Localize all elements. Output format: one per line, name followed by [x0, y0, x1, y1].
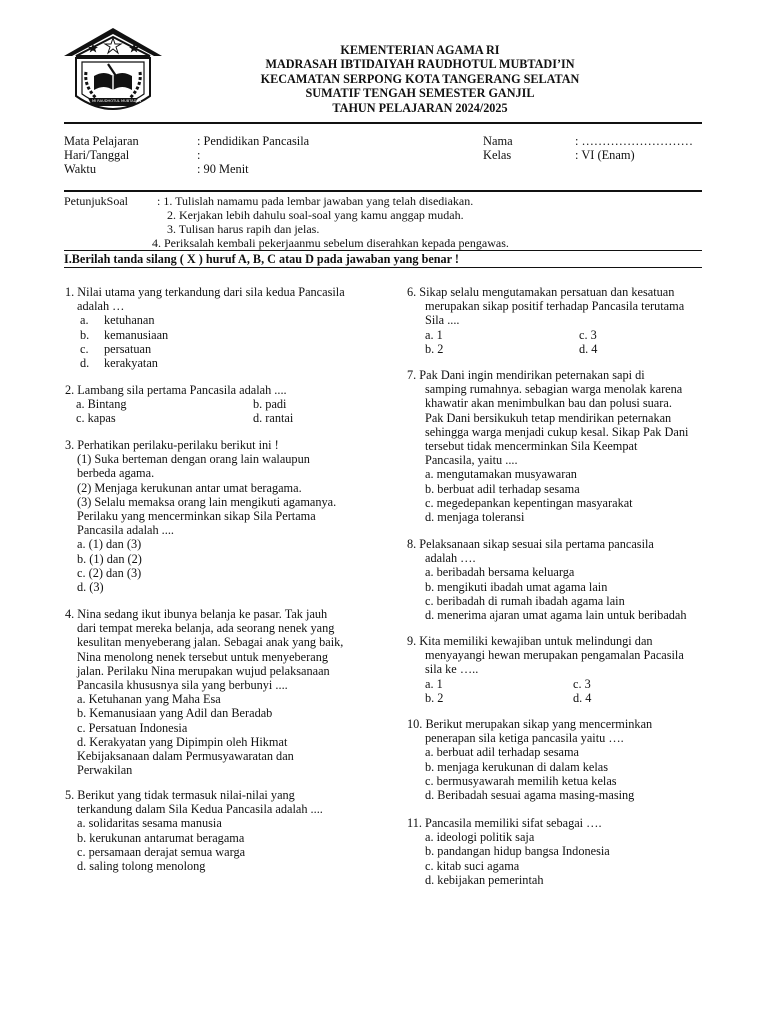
option-d-continued: Perwakilan	[77, 763, 133, 778]
option-b[interactable]: b. mengikuti ibadah umat agama lain	[425, 579, 608, 594]
option-b[interactable]: b. pandangan hidup bangsa Indonesia	[425, 844, 610, 859]
question-stem: adalah ….	[425, 551, 476, 566]
question-stem: tersebut tidak mencerminkan Sila Keempat	[425, 439, 638, 454]
question-stem: khawatir akan menimbulkan bau dan polusi suara.	[425, 396, 672, 411]
option-c[interactable]: c. megedepankan kepentingan masyarakat	[425, 495, 633, 510]
class-label: Kelas	[483, 148, 512, 162]
option-a[interactable]: a. Bintang	[76, 397, 127, 412]
question-stem: Perilaku yang mencerminkan sikap Sila Pertama	[77, 509, 316, 524]
question-stem: 3. Perhatikan perilaku-perilaku berikut ini !	[65, 438, 279, 452]
option-a[interactable]: a. ideologi politik saja	[425, 830, 535, 845]
header-line-exam: SUMATIF TENGAH SEMESTER GANJIL	[305, 86, 535, 101]
instruction-item-2: 2. Kerjakan lebih dahulu soal-soal yang kamu anggap mudah.	[167, 208, 464, 222]
option-c[interactable]: c. beribadah di rumah ibadah agama lain	[425, 593, 625, 608]
question-2	[65, 383, 385, 426]
question-stem: Pancasila khususnya sila yang berbunyi ....	[77, 678, 288, 693]
option-d[interactable]: d. rantai	[253, 411, 294, 426]
question-stem: sila ke …..	[425, 662, 479, 677]
option-b[interactable]: b. 2	[425, 690, 444, 705]
option-d[interactable]: d. Kerakyatan yang Dipimpin oleh Hikmat	[77, 734, 288, 749]
question-stem: (1) Suka berteman dengan orang lain walaupun	[77, 452, 310, 467]
name-field[interactable]: : ………………………	[575, 134, 694, 148]
option-b[interactable]: b. kerukunan antarumat beragama	[77, 830, 245, 845]
option-c[interactable]: c. 3	[573, 676, 591, 691]
question-11	[407, 816, 707, 887]
time-value: : 90 Menit	[197, 162, 249, 176]
option-a[interactable]: a. 1	[425, 676, 443, 691]
instruction-item-4: 4. Periksalah kembali pekerjaanmu sebelum diserahkan kepada pengawas.	[152, 236, 509, 250]
time-label: Waktu	[64, 162, 97, 176]
question-stem: kesulitan menyeberang jalan. Sebagai anak yang baik,	[77, 635, 344, 650]
question-stem: 11. Pancasila memiliki sifat sebagai ….	[407, 816, 602, 830]
question-stem: merupakan sikap positif terhadap Pancasila terutama	[425, 299, 685, 314]
header-line-year: TAHUN PELAJARAN 2024/2025	[332, 100, 508, 115]
option-c[interactable]: c. kapas	[76, 411, 116, 426]
option-d[interactable]: d. saling tolong menolong	[77, 859, 206, 874]
question-7	[407, 368, 707, 524]
option-b[interactable]: b. Kemanusiaan yang Adil dan Beradab	[77, 706, 273, 721]
header-line-district: KECAMATAN SERPONG KOTA TANGERANG SELATAN	[260, 71, 580, 86]
question-stem: 1. Nilai utama yang terkandung dari sila kedua Pancasila	[65, 285, 345, 299]
header-divider-thick	[64, 122, 702, 124]
info-divider-thick	[64, 190, 702, 192]
question-stem: Sila ....	[425, 313, 460, 328]
option-a[interactable]: a. (1) dan (3)	[77, 537, 142, 552]
name-label: Nama	[483, 134, 513, 148]
letterhead	[160, 43, 680, 115]
section-title: I.Berilah tanda silang ( X ) huruf A, B, C atau D pada jawaban yang benar !	[64, 252, 459, 266]
option-d[interactable]: d. kerakyatan	[80, 355, 158, 370]
question-9	[407, 634, 707, 705]
question-stem: penerapan sila ketiga pancasila yaitu ….	[425, 731, 624, 746]
question-stem: Pak Dani bersikukuh tetap mendirikan peternakan	[425, 410, 672, 425]
header-line-ministry: KEMENTERIAN AGAMA RI	[340, 43, 500, 57]
option-b[interactable]: b. padi	[253, 397, 287, 412]
instruction-item-1: : 1. Tulislah namamu pada lembar jawaban yang telah disediakan.	[157, 194, 474, 208]
question-5	[65, 788, 385, 873]
option-c[interactable]: c. bermusyawarah memilih ketua kelas	[425, 773, 617, 788]
madrasah-logo-icon	[62, 26, 164, 120]
option-d[interactable]: d. kebijakan pemerintah	[425, 872, 544, 887]
logo-ribbon-text: MI RAUDHOTUL MUBTADIIN	[92, 99, 142, 103]
question-stem: (2) Menjaga kerukunan antar umat beragama.	[77, 480, 302, 495]
question-stem: adalah …	[77, 299, 125, 314]
question-stem: 8. Pelaksanaan sikap sesuai sila pertama pancasila	[407, 537, 654, 551]
option-a[interactable]: a. mengutamakan musyawaran	[425, 467, 577, 482]
option-b[interactable]: b. berbuat adil terhadap sesama	[425, 481, 580, 496]
question-stem: 5. Berikut yang tidak termasuk nilai-nilai yang	[65, 788, 295, 802]
question-stem: 10. Berikut merupakan sikap yang mencerminkan	[407, 717, 653, 731]
question-stem: (3) Selalu memaksa orang lain mengikuti agamanya.	[77, 494, 337, 509]
option-b[interactable]: b. menjaga kerukunan di dalam kelas	[425, 759, 609, 774]
question-stem: 9. Kita memiliki kewajiban untuk melindungi dan	[407, 634, 653, 648]
option-c[interactable]: c. persamaan derajat semua warga	[77, 844, 246, 859]
option-d-continued: Kebijaksanaan dalam Permusyawaratan dan	[77, 749, 294, 764]
option-d[interactable]: d. (3)	[77, 580, 104, 595]
class-value: : VI (Enam)	[575, 148, 635, 162]
option-a[interactable]: a. berbuat adil terhadap sesama	[425, 745, 579, 760]
option-d[interactable]: d. 4	[573, 690, 592, 705]
question-stem: samping rumahnya. sebagian warga menolak karena	[425, 382, 683, 397]
option-d[interactable]: d. menjaga toleransi	[425, 510, 525, 525]
question-1	[65, 285, 385, 370]
instruction-item-3: 3. Tulisan harus rapih dan jelas.	[167, 222, 320, 236]
question-stem: 2. Lambang sila pertama Pancasila adalah ....	[65, 383, 287, 397]
question-stem: Pancasila, yaitu ....	[425, 453, 518, 468]
question-stem: terkandung dalam Sila Kedua Pancasila adalah ....	[77, 802, 323, 817]
question-stem: jalan. Perilaku Nina merupakan wujud pelaksanaan	[77, 663, 330, 678]
question-stem: Pancasila adalah ....	[77, 523, 174, 538]
question-8	[407, 537, 707, 622]
question-stem: Nina menolong nenek tersebut untuk menyeberang	[77, 649, 328, 664]
option-a[interactable]: a. 1	[425, 327, 443, 342]
question-stem: menyayangi hewan merupakan pengamalan Pacasila	[425, 648, 684, 663]
question-3	[65, 438, 385, 594]
question-stem: sehingga warga menjadi cukup kesal. Sikap Pak Dani	[425, 424, 689, 439]
option-a[interactable]: a. Ketuhanan yang Maha Esa	[77, 692, 221, 707]
option-c[interactable]: c. (2) dan (3)	[77, 565, 142, 580]
question-stem: dari tempat mereka belanja, ada seorang nenek yang	[77, 621, 335, 636]
option-b[interactable]: b. 2	[425, 341, 444, 356]
section-divider	[64, 267, 702, 268]
school-logo	[62, 26, 164, 120]
option-a[interactable]: a. ketuhanan	[80, 313, 155, 328]
question-4	[65, 607, 385, 777]
question-6	[407, 285, 707, 356]
option-b[interactable]: b. kemanusiaan	[80, 327, 169, 342]
option-a[interactable]: a. solidaritas sesama manusia	[77, 816, 222, 831]
option-b[interactable]: b. (1) dan (2)	[77, 551, 142, 566]
question-stem: 4. Nina sedang ikut ibunya belanja ke pasar. Tak jauh	[65, 607, 328, 621]
option-c[interactable]: c. Persatuan Indonesia	[77, 720, 188, 735]
question-stem: berbeda agama.	[77, 466, 155, 481]
header-line-school: MADRASAH IBTIDAIYAH RAUDHOTUL MUBTADI’IN	[265, 57, 575, 72]
day-value: :	[197, 148, 201, 162]
option-c[interactable]: c. 3	[579, 327, 597, 342]
question-stem: 7. Pak Dani ingin mendirikan peternakan sapi di	[407, 368, 645, 382]
option-c[interactable]: c. persatuan	[80, 341, 152, 356]
instructions-label: PetunjukSoal	[64, 194, 129, 208]
question-stem: 6. Sikap selalu mengutamakan persatuan dan kesatuan	[407, 285, 675, 299]
question-10	[407, 717, 707, 802]
instructions-divider	[64, 250, 702, 251]
option-d[interactable]: d. 4	[579, 341, 598, 356]
day-label: Hari/Tanggal	[64, 148, 130, 162]
option-c[interactable]: c. kitab suci agama	[425, 858, 520, 873]
option-a[interactable]: a. beribadah bersama keluarga	[425, 565, 575, 580]
option-d[interactable]: d. Beribadah sesuai agama masing-masing	[425, 788, 635, 803]
option-d[interactable]: d. menerima ajaran umat agama lain untuk beribadah	[425, 608, 687, 623]
subject-value: : Pendidikan Pancasila	[197, 134, 310, 148]
subject-label: Mata Pelajaran	[64, 134, 139, 148]
